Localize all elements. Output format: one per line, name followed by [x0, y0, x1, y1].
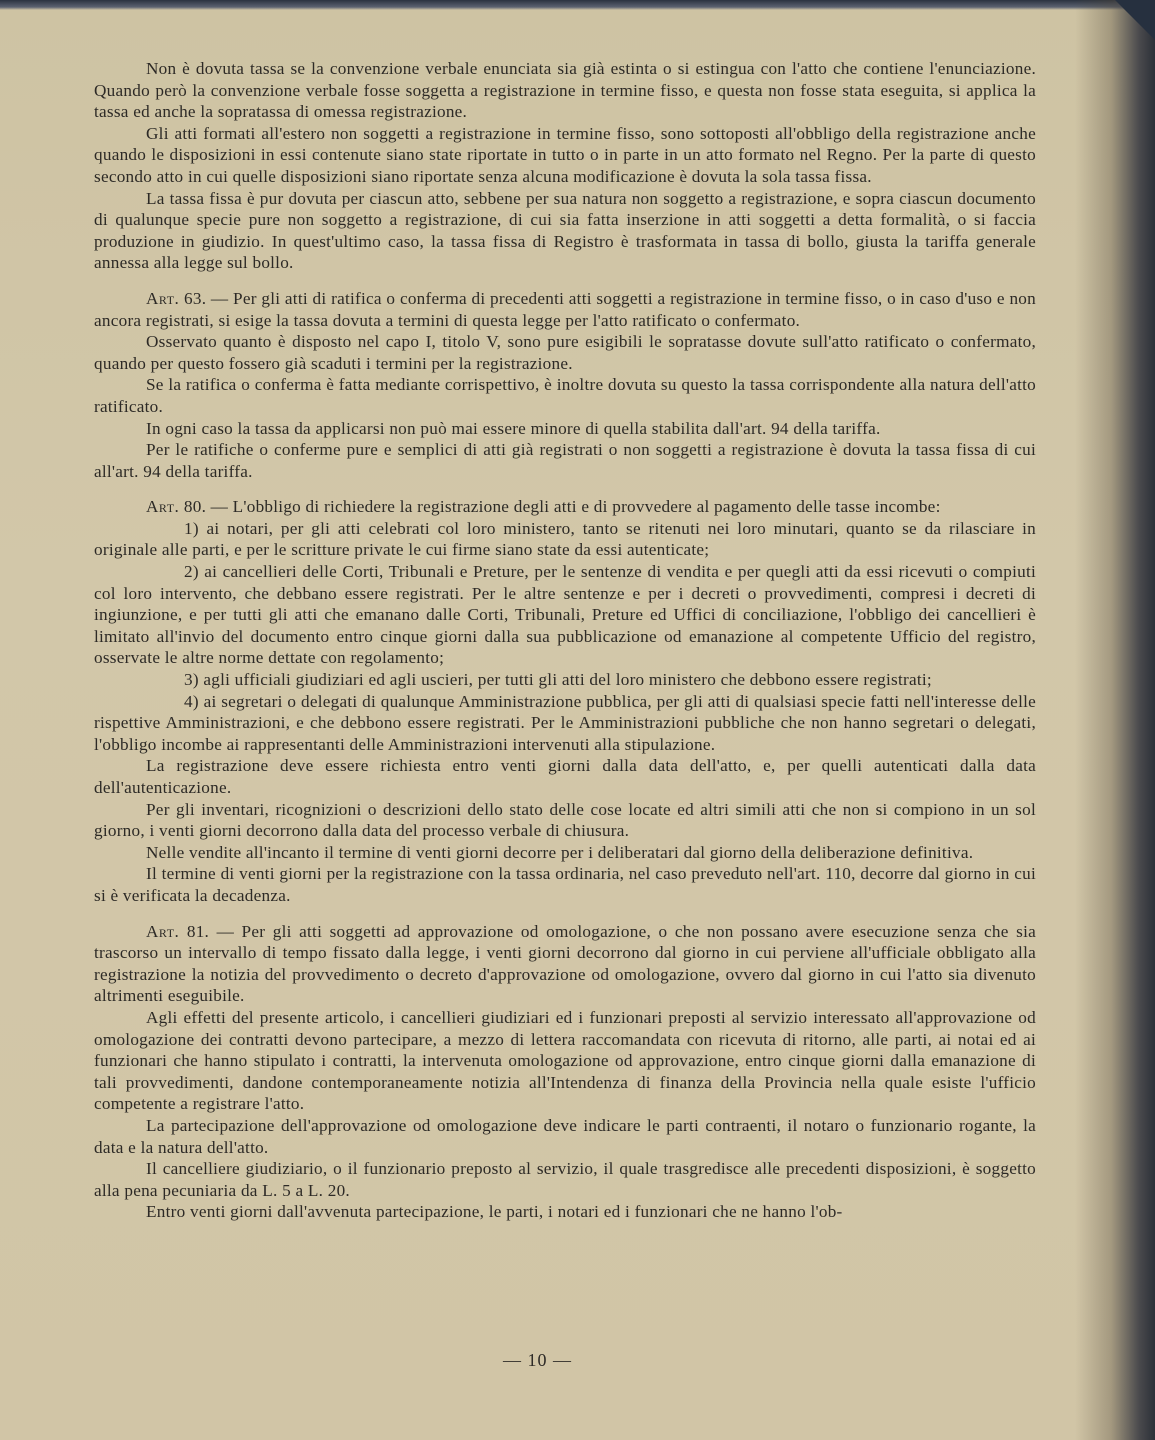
paragraph: Gli atti formati all'estero non soggetti a registrazione in termine fisso, sono sottoposti all'obbligo della registrazione anche quando le disposizioni in essi contenute siano state riportate in tutto o in parte in un atto formato nel Regno. Per la parte di questo secondo atto in cui quelle disposizioni siano riportate senza alcuna modificazione è dovuta la sola tassa fissa.: [94, 123, 1036, 186]
page-number: — 10 —: [503, 1350, 572, 1370]
article-text: 63. — Per gli atti di ratifica o conferma di precedenti atti soggetti a registrazione in termine fisso, o in caso d'uso e non ancora registrati, si esige la tassa dovuta a termini di questa legge per l'atto ratificato o confermato.: [94, 288, 1036, 330]
article-label: Art.: [146, 921, 180, 941]
scan-edge-top: [0, 0, 1155, 10]
article-paragraph: [94, 921, 1036, 1007]
paragraph: Agli effetti del presente articolo, i cancellieri giudiziari ed i funzionari preposti al servizio interessato all'approvazione od omologazione dei contratti devono partecipare, a mezzo di lettera raccomandata con ricevuta di ritorno, alle parti, ai notai ed ai funzionari che hanno stipulato i contratti, la intervenuta omologazione od approvazione, entro cinque giorni dalla emanazione di tali provvedimenti, dandone contemporaneamente notizia all'Intendenza di finanza della Provincia nella quale esiste l'ufficio competente a registrare l'atto.: [94, 1007, 1036, 1114]
list-item: 1) ai notari, per gli atti celebrati col loro ministero, tanto se ritenuti nei loro minutari, quanto se da rilasciare in originale alle parti, e per le scritture private le cui firme siano state da essi autenticate;: [94, 518, 1036, 560]
paragraph: Osservato quanto è disposto nel capo I, titolo V, sono pure esigibili le sopratasse dovute sull'atto ratificato o confermato, quando per questo fossero già scaduti i termini per la registrazione.: [94, 332, 1036, 373]
paragraph: Non è dovuta tassa se la convenzione verbale enunciata sia già estinta o si estingua con l'atto che contiene l'enunciazione. Quando però la convenzione verbale fosse soggetta a registrazione in termine fisso, e questa non fosse stata eseguita, si applica la tassa ed anche la sopratassa di omessa registrazione.: [94, 59, 1036, 122]
article-label: Art.: [146, 288, 180, 308]
paragraph: Se la ratifica o conferma è fatta mediante corrispettivo, è inoltre dovuta su questo la tassa corrispondente alla natura dell'atto ratificato.: [94, 375, 1036, 416]
article-paragraph: [94, 288, 1036, 331]
paragraph: La registrazione deve essere richiesta entro venti giorni dalla data dell'atto, e, per quelli autenticati dalla data dell'autenticazione.: [94, 756, 1036, 797]
article-label: Art.: [146, 497, 180, 517]
paragraph: Il termine di venti giorni per la registrazione con la tassa ordinaria, nel caso preveduto nell'art. 110, decorre dal giorno in cui si è verificata la decadenza.: [94, 864, 1036, 905]
article-paragraph: [94, 496, 1036, 518]
paragraph: Il cancelliere giudiziario, o il funzionario preposto al servizio, il quale trasgredisce alle precedenti disposizioni, è soggetto alla pena pecuniaria da L. 5 a L. 20.: [94, 1159, 1036, 1200]
list-item: 2) ai cancellieri delle Corti, Tribunali e Preture, per le sentenze di vendita e per quegli atti da essi ricevuti o compiuti col loro intervento, che debbano essere registrati. Per le altre sentenze e per i decreti o provvedimenti, compresi i decreti di ingiunzione, e per tutti gli atti che emanano dalle Corti, Tribunali, Preture ed Uffici di conciliazione, l'obbligo dei cancellieri è limitato all'invio del documento entro cinque giorni dalla sua pubblicazione od emanazione al competente Ufficio del registro, osservate le altre norme dettate con regolamento;: [94, 562, 1036, 668]
paragraph: Per gli inventari, ricognizioni o descrizioni dello stato delle cose locate ed altri simili atti che non si compiono in un sol giorno, i venti giorni decorrono dalla data del processo verbale di chiusura.: [94, 799, 1036, 841]
scan-corner: [1115, 0, 1155, 40]
article-text: 81. — Per gli atti soggetti ad approvazione od omologazione, o che non possano avere esecuzione senza che sia trascorso un intervallo di tempo fissato dalla legge, i venti giorni decorrono dal giorno in cui perviene all'ufficiale obbligato alla registrazione la notizia del provvedimento o decreto d'approvazione od omologazione, ovvero dal giorno in cui l'atto sia divenuto altrimenti eseguibile.: [94, 921, 1036, 1006]
body-text: [94, 58, 1036, 1223]
paragraph: La partecipazione dell'approvazione od omologazione deve indicare le parti contraenti, il notaro o funzionario rogante, la data e la natura dell'atto.: [94, 1115, 1036, 1157]
paragraph: Nelle vendite all'incanto il termine di venti giorni decorre per i deliberatari dal giorno della deliberazione definitiva.: [146, 842, 974, 862]
scan-edge-right: [1075, 0, 1155, 1440]
paragraph: Entro venti giorni dall'avvenuta partecipazione, le parti, i notari ed i funzionari che ne hanno l'ob-: [146, 1202, 843, 1222]
list-item: 3) agli ufficiali giudiziari ed agli uscieri, per tutti gli atti del loro ministero che debbono essere registrati;: [184, 670, 932, 690]
paragraph: La tassa fissa è pur dovuta per ciascun atto, sebbene per sua natura non soggetto a registrazione, e sopra ciascun documento di qualunque specie pure non soggetto a registrazione, di cui sia fatta inserzione in atti soggetti a detta formalità, o si faccia produzione in giudizio. In quest'ultimo caso, la tassa fissa di Registro è trasformata in tassa di bollo, giusta la tariffa generale annessa alla legge sul bollo.: [94, 188, 1036, 273]
list-item: 4) ai segretari o delegati di qualunque Amministrazione pubblica, per gli atti di qualsiasi specie fatti nell'interesse delle rispettive Amministrazioni, e che debbono essere registrati. Per le Amministrazioni pubbliche che non hanno segretari o delegati, l'obbligo incombe ai rappresentanti delle Amministrazioni intervenuti alla stipulazione.: [94, 691, 1036, 754]
article-text: 80. — L'obbligo di richiedere la registrazione degli atti e di provvedere al pagamento delle tasse incombe:: [179, 497, 941, 517]
paragraph: Per le ratifiche o conferme pure e semplici di atti già registrati o non soggetti a registrazione è dovuta la tassa fissa di cui all'art. 94 della tariffa.: [94, 440, 1036, 481]
paragraph: In ogni caso la tassa da applicarsi non può mai essere minore di quella stabilita dall'art. 94 della tariffa.: [146, 418, 881, 438]
